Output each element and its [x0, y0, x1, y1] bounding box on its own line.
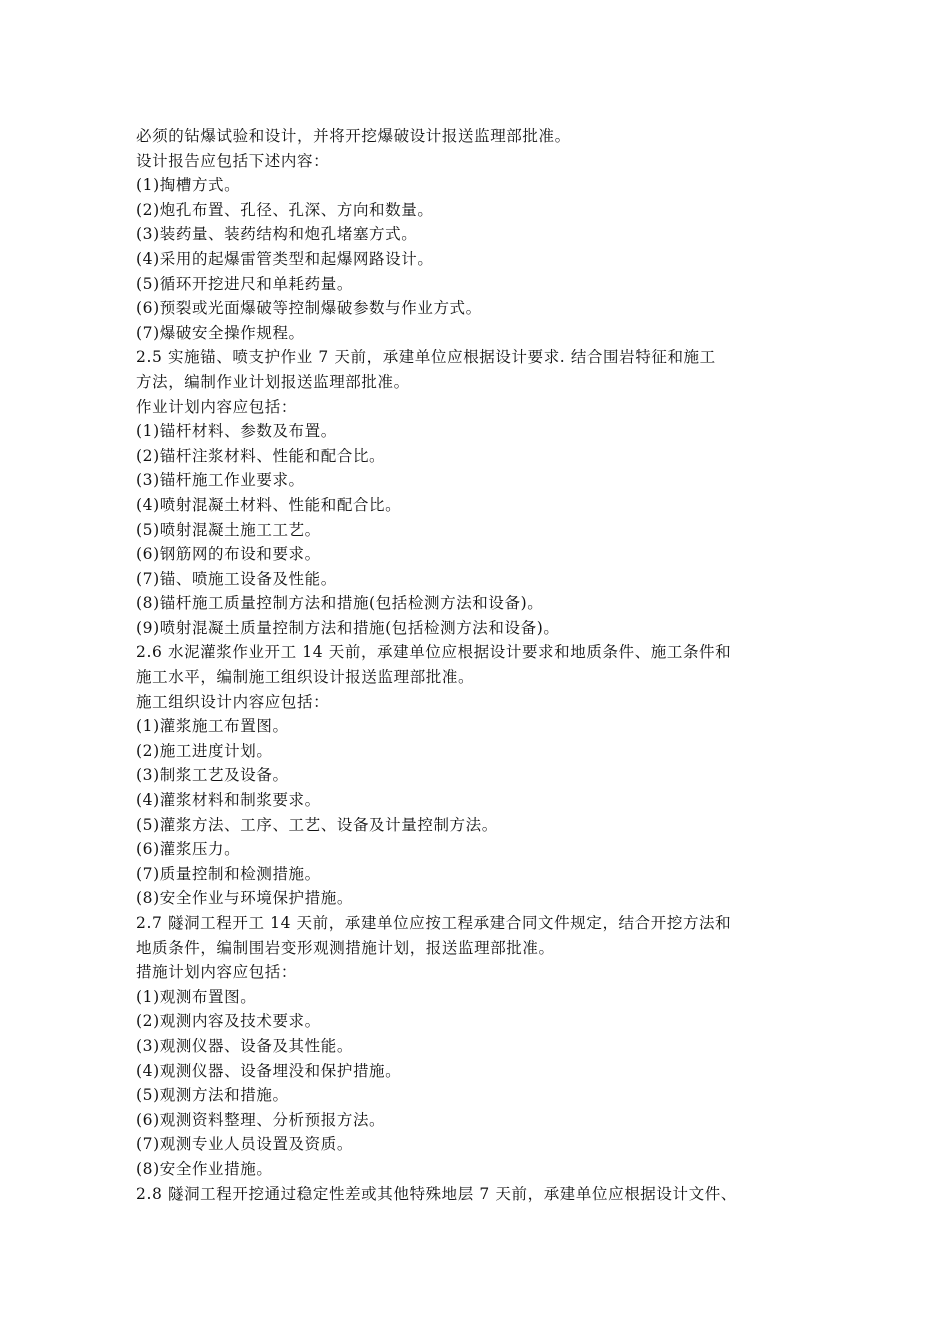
text-line: (4)采用的起爆雷管类型和起爆网路设计。 — [136, 249, 434, 268]
text-line: (3)装药量、装药结构和炮孔堵塞方式。 — [136, 225, 418, 244]
text-line: 2.6 水泥灌浆作业开工 14 天前，承建单位应根据设计要求和地质条件、施工条件和 — [136, 643, 732, 662]
text-line: (7)锚、喷施工设备及性能。 — [136, 569, 337, 588]
text-line: (6)观测资料整理、分析预报方法。 — [136, 1110, 386, 1129]
text-line: (6)预裂或光面爆破等控制爆破参数与作业方式。 — [136, 299, 482, 318]
text-line: (1)掏槽方式。 — [136, 176, 241, 195]
text-line: (3)锚杆施工作业要求。 — [136, 471, 305, 490]
text-line: (7)观测专业人员设置及资质。 — [136, 1135, 353, 1154]
text-line: 方法，编制作业计划报送监理部批准。 — [136, 372, 410, 391]
text-line: (2)施工进度计划。 — [136, 741, 273, 760]
text-line: (5)观测方法和措施。 — [136, 1086, 289, 1105]
text-line: (6)钢筋网的布设和要求。 — [136, 545, 321, 564]
text-line: (4)灌浆材料和制浆要求。 — [136, 791, 321, 810]
text-line: 措施计划内容应包括： — [136, 963, 298, 982]
text-line: (3)制浆工艺及设备。 — [136, 766, 289, 785]
text-line: 2.8 隧洞工程开挖通过稳定性差或其他特殊地层 7 天前，承建单位应根据设计文件、 — [136, 1184, 737, 1203]
text-line: (1)灌浆施工布置图。 — [136, 717, 289, 736]
text-line: (6)灌浆压力。 — [136, 840, 241, 859]
text-line: 作业计划内容应包括： — [136, 397, 298, 416]
text-line: (8)锚杆施工质量控制方法和措施(包括检测方法和设备)。 — [136, 594, 544, 613]
text-line: (1)锚杆材料、参数及布置。 — [136, 422, 337, 441]
text-line: (5)喷射混凝土施工工艺。 — [136, 520, 321, 539]
text-line: (2)观测内容及技术要求。 — [136, 1012, 321, 1031]
text-line: (7)爆破安全操作规程。 — [136, 323, 305, 342]
text-line: 地质条件，编制围岩变形观测措施计划，报送监理部批准。 — [136, 938, 555, 957]
text-line: (4)喷射混凝土材料、性能和配合比。 — [136, 495, 402, 514]
text-line: (2)锚杆注浆材料、性能和配合比。 — [136, 446, 386, 465]
text-line: 设计报告应包括下述内容： — [136, 151, 330, 170]
text-line: (4)观测仪器、设备埋没和保护措施。 — [136, 1061, 402, 1080]
text-line: (5)灌浆方法、工序、工艺、设备及计量控制方法。 — [136, 815, 498, 834]
text-line: 2.7 隧洞工程开工 14 天前，承建单位应按工程承建合同文件规定，结合开挖方法和 — [136, 914, 732, 932]
text-line: (5)循环开挖进尺和单耗药量。 — [136, 274, 353, 293]
text-line: (8)安全作业措施。 — [136, 1159, 273, 1178]
text-line: (8)安全作业与环境保护措施。 — [136, 889, 353, 908]
document-body — [136, 124, 846, 1206]
text-line: 施工组织设计内容应包括： — [136, 692, 330, 711]
text-line: 施工水平，编制施工组织设计报送监理部批准。 — [136, 668, 475, 687]
text-line: (3)观测仪器、设备及其性能。 — [136, 1036, 353, 1055]
text-line: 2.5 实施锚、喷支护作业 7 天前，承建单位应根据设计要求. 结合围岩特征和施工 — [136, 348, 716, 367]
text-line: (7)质量控制和检测措施。 — [136, 864, 321, 883]
text-line: 必须的钻爆试验和设计，并将开挖爆破设计报送监理部批准。 — [136, 127, 571, 145]
text-line: (1)观测布置图。 — [136, 987, 257, 1006]
text-line: (9)喷射混凝土质量控制方法和措施(包括检测方法和设备)。 — [136, 618, 560, 637]
text-line: (2)炮孔布置、孔径、孔深、方向和数量。 — [136, 200, 434, 219]
